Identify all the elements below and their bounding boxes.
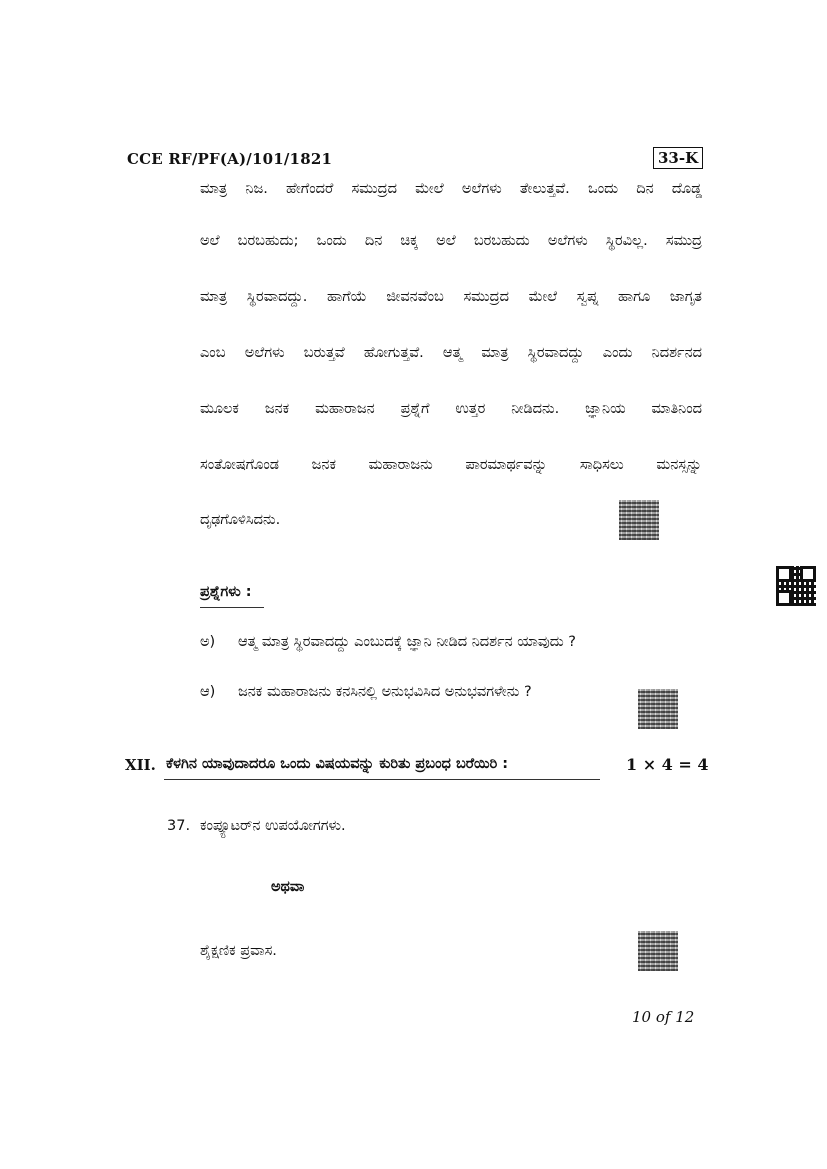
question-item <box>200 634 576 650</box>
essay-topic-1: ಕಂಪ್ಯೂಟರ್‌ನ ಉಪಯೋಗಗಳು. <box>200 818 346 834</box>
passage-line: ಮಾತ್ರ ಸ್ಥಿರವಾದದ್ದು. ಹಾಗೆಯೆ ಜೀವನವೆಂಬ ಸಮುದ್ರದ ಮೇಲೆ ಸ್ವಪ್ನ ಹಾಗೂ ಜಾಗೃತ <box>200 289 702 305</box>
question-label: ಅ) <box>200 634 216 650</box>
passage-line: ಮಾತ್ರ ನಿಜ. ಹೇಗೆಂದರೆ ಸಮುದ್ರದ ಮೇಲೆ ಅಲೆಗಳು ತೇಲುತ್ತವೆ. ಒಂದು ದಿನ ದೊಡ್ಡ <box>200 181 702 197</box>
question-number: 37. <box>167 818 191 834</box>
passage-line: ಸಂತೋಷಗೊಂಡ ಜನಕ ಮಹಾರಾಜನು ಪಾರಮಾರ್ಥವನ್ನು ಸಾಧಿಸಲು ಮನಸ್ಸನ್ನು <box>200 457 702 473</box>
version-code-box: 33-K <box>653 147 703 169</box>
section-instruction: ಕೆಳಗಿನ ಯಾವುದಾದರೂ ಒಂದು ವಿಷಯವನ್ನು ಕುರಿತು ಪ್ರಬಂಧ ಬರೆಯಿರಿ : <box>166 756 509 772</box>
question-item <box>200 684 532 700</box>
scan-stamp-image <box>638 689 678 729</box>
or-separator: ಅಥವಾ <box>271 879 305 895</box>
essay-topic-2: ಶೈಕ್ಷಣಿಕ ಪ್ರವಾಸ. <box>200 943 277 959</box>
questions-title: ಪ್ರಶ್ನೆಗಳು : <box>200 584 252 600</box>
qr-code-icon <box>776 566 816 606</box>
passage-line: ಅಲೆ ಬರಬಹುದು; ಒಂದು ದಿನ ಚಿಕ್ಕ ಅಲೆ ಬರಬಹುದು ಅಲೆಗಳು ಸ್ಥಿರವಿಲ್ಲ. ಸಮುದ್ರ <box>200 233 702 249</box>
section-number: XII. <box>125 756 156 774</box>
section-instruction-underline <box>164 779 600 780</box>
question-label: ಆ) <box>200 684 216 700</box>
questions-title-underline <box>200 607 264 608</box>
paper-code: CCE RF/PF(A)/101/1821 <box>127 150 333 168</box>
passage-line: ಮೂಲಕ ಜನಕ ಮಹಾರಾಜನ ಪ್ರಶ್ನೆಗೆ ಉತ್ತರ ನೀಡಿದನು. ಜ್ಞಾನಿಯ ಮಾತಿನಿಂದ <box>200 401 702 417</box>
passage-line: ಎಂಬ ಅಲೆಗಳು ಬರುತ್ತವೆ ಹೋಗುತ್ತವೆ. ಆತ್ಮ ಮಾತ್ರ ಸ್ಥಿರವಾದದ್ದು ಎಂದು ನಿದರ್ಶನದ <box>200 345 702 361</box>
section-marks: 1 × 4 = 4 <box>626 755 709 774</box>
page-number: 10 of 12 <box>632 1008 695 1026</box>
scan-stamp-image <box>619 500 659 540</box>
question-text: ಜನಕ ಮಹಾರಾಜನು ಕನಸಿನಲ್ಲಿ ಅನುಭವಿಸಿದ ಅನುಭವಗಳೇನು ? <box>238 684 532 700</box>
scan-stamp-image <box>638 931 678 971</box>
passage-line-last: ದೃಢಗೊಳಿಸಿದನು. <box>200 512 281 528</box>
question-text: ಆತ್ಮ ಮಾತ್ರ ಸ್ಥಿರವಾದದ್ದು ಎಂಬುದಕ್ಕೆ ಜ್ಞಾನಿ ನೀಡಿದ ನಿದರ್ಶನ ಯಾವುದು ? <box>238 634 577 650</box>
